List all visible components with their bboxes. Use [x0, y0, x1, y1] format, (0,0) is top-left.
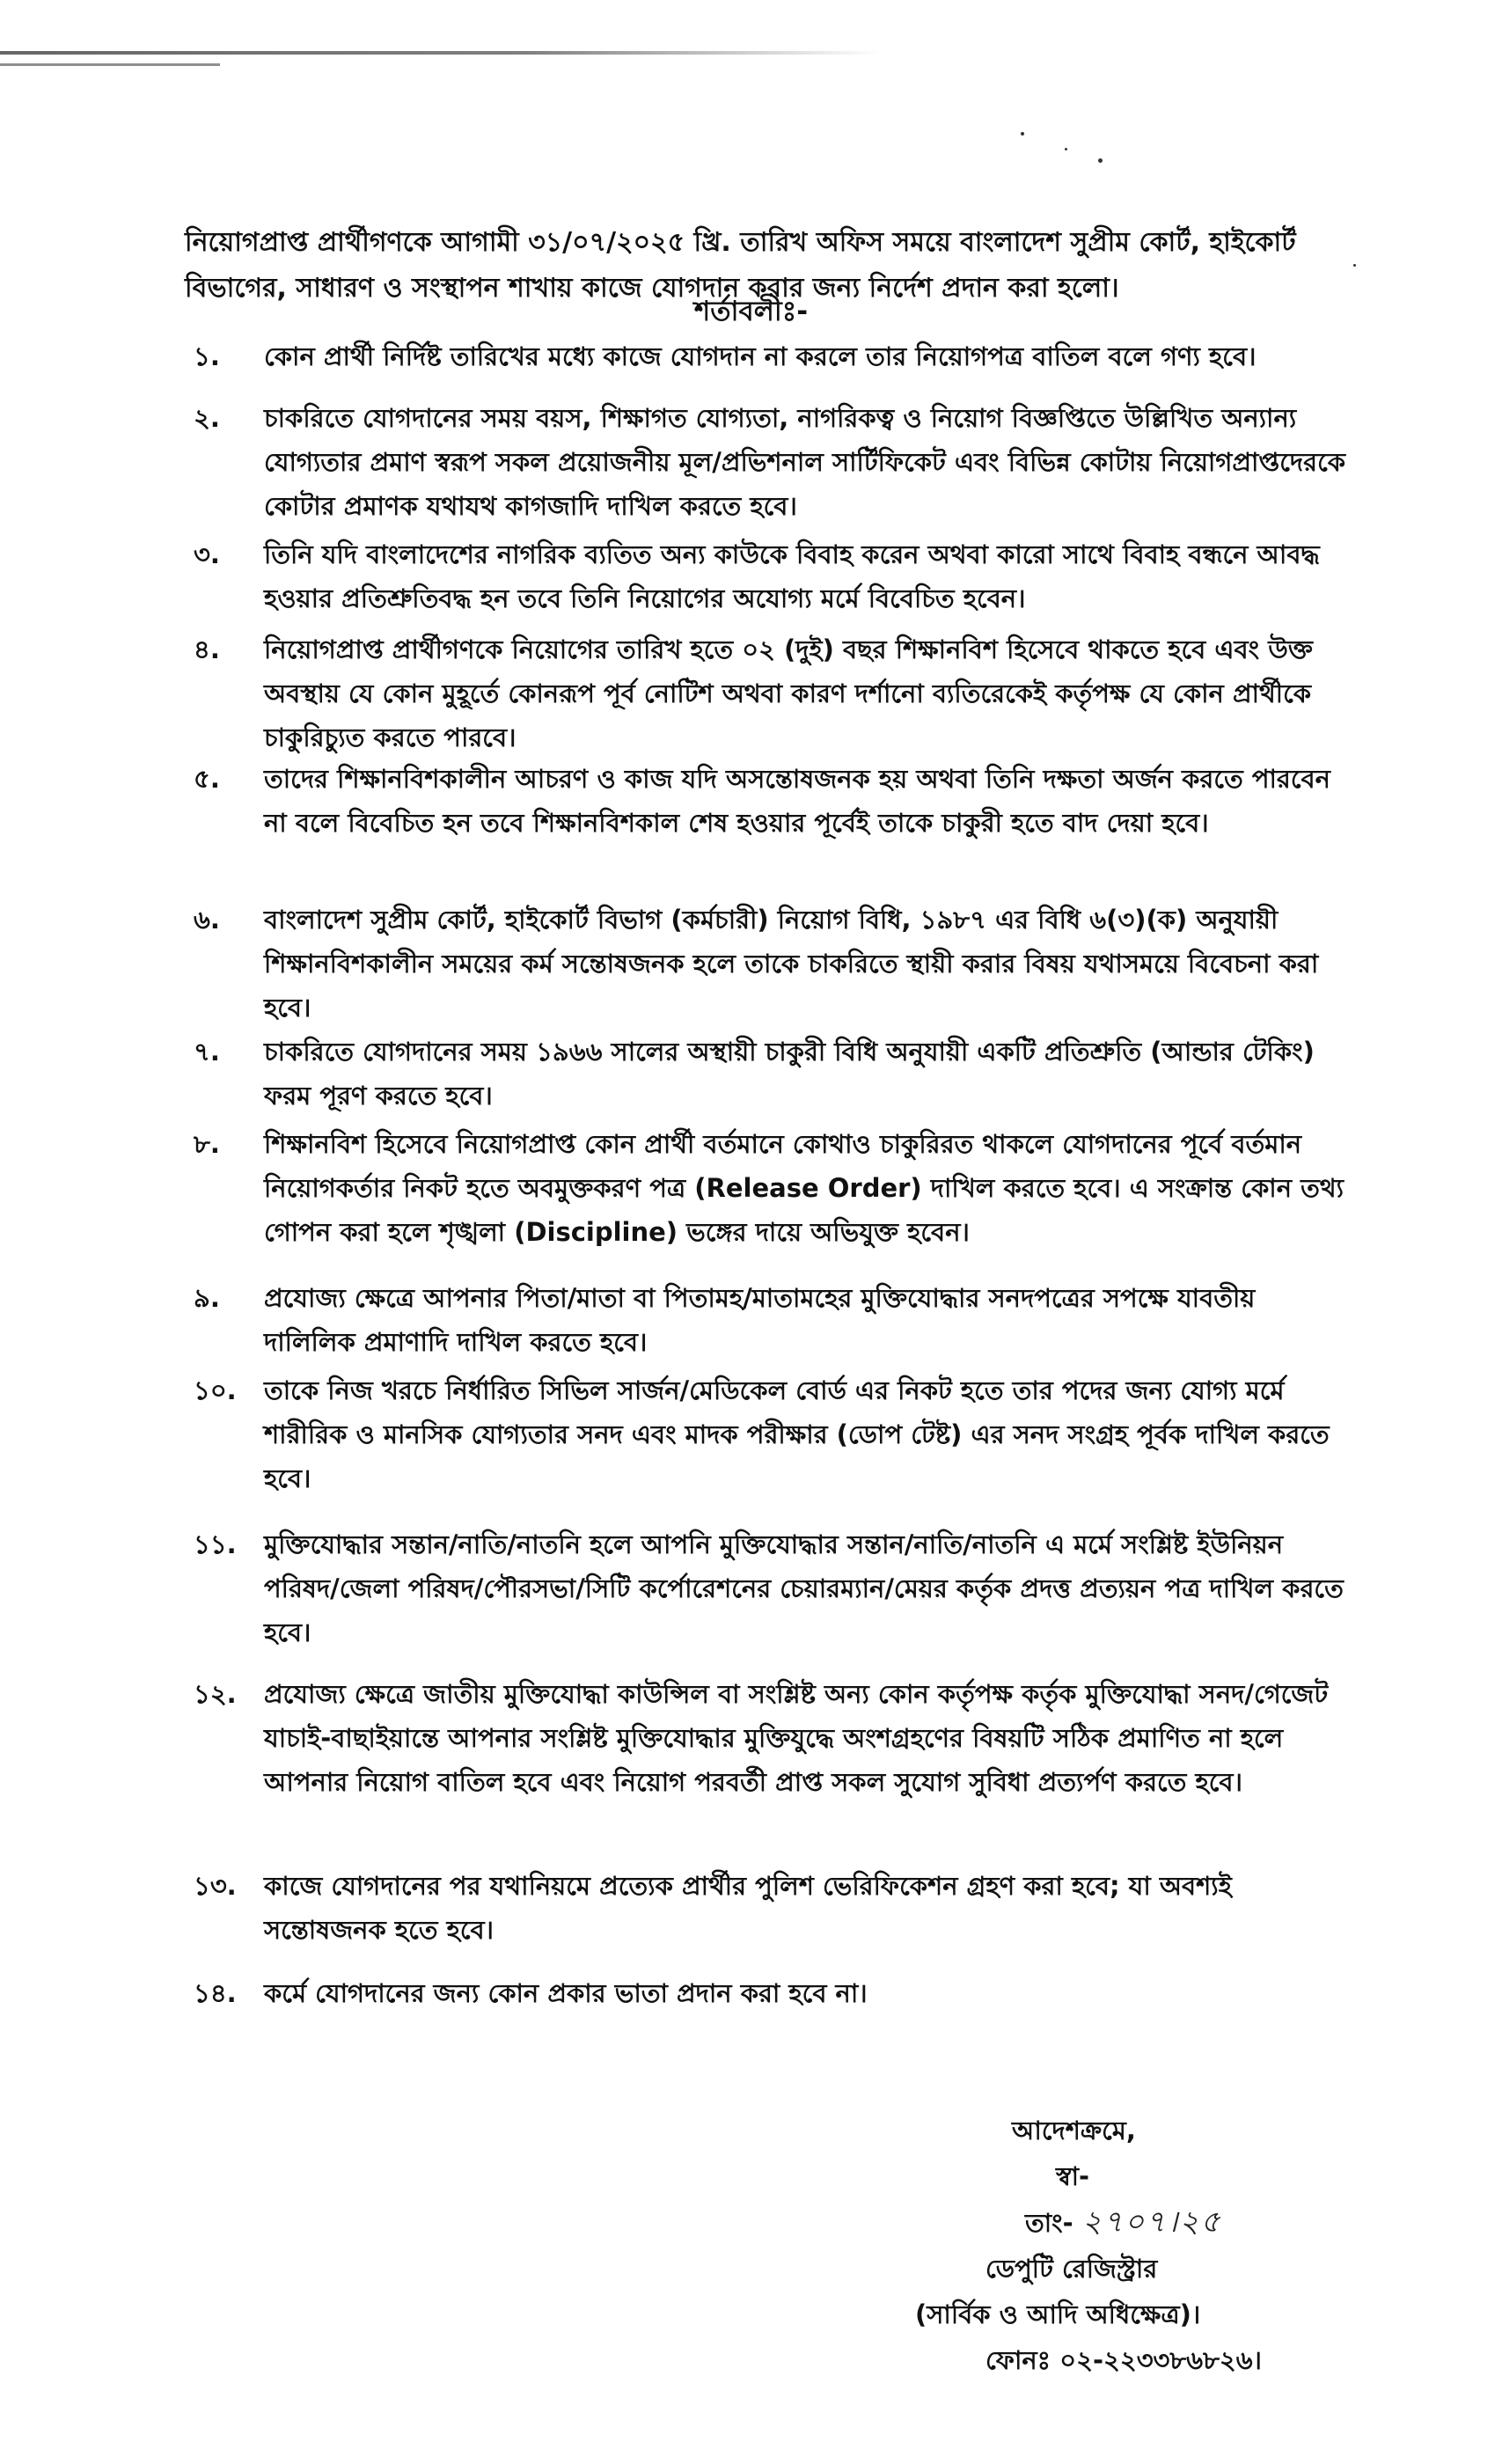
- condition-number: ১০.: [194, 1375, 237, 1405]
- condition-number: ৩.: [194, 539, 220, 569]
- scan-speck: [1021, 132, 1024, 136]
- condition-item: [194, 1368, 1355, 1500]
- condition-text: চাকরিতে যোগদানের সময় বয়স, শিক্ষাগত যোগ্যতা, নাগরিকত্ব ও নিয়োগ বিজ্ঞপ্তিতে উল্লিখিত অন্যান্য যোগ্যতার প্রমাণ স্বরূপ সকল প্রয়োজনীয় মূল/প্রভিশনাল সার্টিফিকেট এবং বিভিন্ন কোটায় নিয়োগপ্রাপ্তদেরকে কোটার প্রমাণক যথাযথ কাগজাদি দাখিল করতে হবে।: [264, 403, 1346, 521]
- condition-number: ১২.: [194, 1679, 237, 1709]
- condition-item: [194, 1030, 1355, 1118]
- phone-text: ফোনঃ ০২-২২৩৩৮৬৮২৬।: [985, 2345, 1262, 2375]
- condition-number: ৯.: [194, 1283, 220, 1313]
- condition-text: চাকরিতে যোগদানের সময় ১৯৬৬ সালের অস্থায়ী চাকুরী বিধি অনুযায়ী একটি প্রতিশ্রুতি (আন্ডার টেকিং) ফরম পূরণ করতে হবে।: [264, 1037, 1315, 1111]
- condition-number: ১১.: [194, 1529, 237, 1559]
- condition-text: শিক্ষানবিশ হিসেবে নিয়োগপ্রাপ্ত কোন প্রার্থী বর্তমানে কোথাও চাকুরিরত থাকলে যোগদানের পূর্বে বর্তমান নিয়োগকর্তার নিকট হতে অবমুক্তকরণ পত্র (Release Order) দাখিল করতে হবে। এ সংক্রান্ত কোন তথ্য গোপন করা হলে শৃঙ্খলা (Discipline) ভঙ্গের দায়ে অভিযুক্ত হবেন।: [264, 1129, 1344, 1247]
- condition-number: ১.: [194, 341, 220, 371]
- handwritten-date: ২৭০৭।২৫: [1081, 2204, 1222, 2240]
- conditions-heading: শর্তাবলীঃ-: [693, 296, 809, 327]
- condition-text: তাদের শিক্ষানবিশকালীন আচরণ ও কাজ যদি অসন্তোষজনক হয় অথবা তিনি দক্ষতা অর্জন করতে পারবেন না বলে বিবেচিত হন তবে শিক্ষানবিশকাল শেষ হওয়ার পূর্বেই তাকে চাকুরী হতে বাদ দেয়া হবে।: [264, 764, 1330, 838]
- condition-number: ১৩.: [194, 1871, 237, 1901]
- condition-number: ৬.: [194, 905, 220, 935]
- scan-border-line: [0, 51, 880, 55]
- condition-text: কর্মে যোগদানের জন্য কোন প্রকার ভাতা প্রদান করা হবে না।: [264, 1978, 868, 2008]
- condition-number: ৮.: [194, 1129, 220, 1159]
- condition-item: [194, 898, 1355, 1030]
- date-label: তাং-: [1025, 2208, 1073, 2238]
- condition-item: [194, 1864, 1355, 1952]
- signed-label: স্বা-: [1056, 2161, 1090, 2191]
- condition-text: প্রযোজ্য ক্ষেত্রে জাতীয় মুক্তিযোদ্ধা কাউন্সিল বা সংশ্লিষ্ট অন্য কোন কর্তৃপক্ষ কর্তৃক মুক্তিযোদ্ধা সনদ/গেজেট যাচাই-বাছাইয়ান্তে আপনার সংশ্লিষ্ট মুক্তিযোদ্ধার মুক্তিযুদ্ধে অংশগ্রহণের বিষয়টি সঠিক প্রমাণিত না হলে আপনার নিয়োগ বাতিল হবে এবং নিয়োগ পরবর্তী প্রাপ্ত সকল সুযোগ সুবিধা প্রত্যর্পণ করতে হবে।: [264, 1679, 1329, 1797]
- condition-item: [194, 1122, 1355, 1254]
- scan-border-line-short: [0, 63, 220, 66]
- condition-item: [194, 532, 1355, 620]
- condition-text: মুক্তিযোদ্ধার সন্তান/নাতি/নাতনি হলে আপনি মুক্তিযোদ্ধার সন্তান/নাতি/নাতনি এ মর্মে সংশ্লিষ্ট ইউনিয়ন পরিষদ/জেলা পরিষদ/পৌরসভা/সিটি কর্পোরেশনের চেয়ারম্যান/মেয়র কর্তৃক প্রদত্ত প্রত্যয়ন পত্র দাখিল করতে হবে।: [264, 1529, 1344, 1647]
- condition-text: তাকে নিজ খরচে নির্ধারিত সিভিল সার্জন/মেডিকেল বোর্ড এর নিকট হতে তার পদের জন্য যোগ্য মর্মে শারীরিক ও মানসিক যোগ্যতার সনদ এবং মাদক পরীক্ষার (ডোপ টেষ্ট) এর সনদ সংগ্রহ পূর্বক দাখিল করতে হবে।: [264, 1375, 1330, 1493]
- notice-intro: নিয়োগপ্রাপ্ত প্রার্থীগণকে আগামী ৩১/০৭/২০২৫ খ্রি. তারিখ অফিস সময়ে বাংলাদেশ সুপ্রীম কোর্ট, হাইকোর্ট বিভাগের, সাধারণ ও সংস্থাপন শাখায় কাজে যোগদান করার জন্য নির্দেশ প্রদান করা হলো।: [185, 227, 1296, 304]
- scan-speck: [1098, 158, 1103, 163]
- scan-speck: [1353, 264, 1356, 267]
- condition-number: ১৪.: [194, 1978, 237, 2008]
- office-text: (সার্বিক ও আদি অধিক্ষেত্র)।: [915, 2299, 1201, 2329]
- condition-item: [194, 334, 1355, 378]
- condition-text: প্রযোজ্য ক্ষেত্রে আপনার পিতা/মাতা বা পিতামহ/মাতামহের মুক্তিযোদ্ধার সনদপত্রের সপক্ষে যাবতীয় দালিলিক প্রমাণাদি দাখিল করতে হবে।: [264, 1283, 1256, 1357]
- condition-item: [194, 396, 1355, 528]
- condition-text: কোন প্রার্থী নির্দিষ্ট তারিখের মধ্যে কাজে যোগদান না করলে তার নিয়োগপত্র বাতিল বলে গণ্য হবে।: [264, 341, 1257, 371]
- condition-text: বাংলাদেশ সুপ্রীম কোর্ট, হাইকোর্ট বিভাগ (কর্মচারী) নিয়োগ বিধি, ১৯৮৭ এর বিধি ৬(৩)(ক) অনুযায়ী শিক্ষানবিশকালীন সময়ের কর্ম সন্তোষজনক হলে তাকে চাকরিতে স্থায়ী করার বিষয় যথাসময়ে বিবেচনা করা হবে।: [264, 905, 1319, 1023]
- condition-text: নিয়োগপ্রাপ্ত প্রার্থীগণকে নিয়োগের তারিখ হতে ০২ (দুই) বছর শিক্ষানবিশ হিসেবে থাকতে হবে এবং উক্ত অবস্থায় যে কোন মুহূর্তে কোনরূপ পূর্ব নোটিশ অথবা কারণ দর্শানো ব্যতিরেকেই কর্তৃপক্ষ যে কোন প্রার্থীকে চাকুরিচ্যুত করতে পারবে।: [264, 634, 1313, 752]
- condition-number: ৫.: [194, 764, 220, 794]
- condition-item: [194, 1522, 1355, 1654]
- condition-text: তিনি যদি বাংলাদেশের নাগরিক ব্যতিত অন্য কাউকে বিবাহ করেন অথবা কারো সাথে বিবাহ বন্ধনে আবদ্ধ হওয়ার প্রতিশ্রুতিবদ্ধ হন তবে তিনি নিয়োগের অযোগ্য মর্মে বিবেচিত হবেন।: [264, 539, 1320, 613]
- condition-number: ২.: [194, 403, 220, 433]
- condition-item: [194, 757, 1355, 845]
- condition-item: [194, 1971, 1355, 2015]
- designation-text: ডেপুটি রেজিস্ট্রার: [985, 2254, 1158, 2284]
- condition-text: কাজে যোগদানের পর যথানিয়মে প্রত্যেক প্রার্থীর পুলিশ ভেরিফিকেশন গ্রহণ করা হবে; যা অবশ্যই সন্তোষজনক হতে হবে।: [264, 1871, 1232, 1945]
- condition-number: ৪.: [194, 634, 220, 664]
- signature-block: [915, 2108, 1373, 2383]
- by-order-text: আদেশক্রমে,: [1012, 2116, 1136, 2145]
- condition-number: ৭.: [194, 1037, 220, 1067]
- condition-item: [194, 627, 1355, 759]
- condition-item: [194, 1672, 1355, 1804]
- scan-speck: [1065, 148, 1067, 150]
- condition-item: [194, 1276, 1355, 1364]
- date-line: [1025, 2199, 1373, 2246]
